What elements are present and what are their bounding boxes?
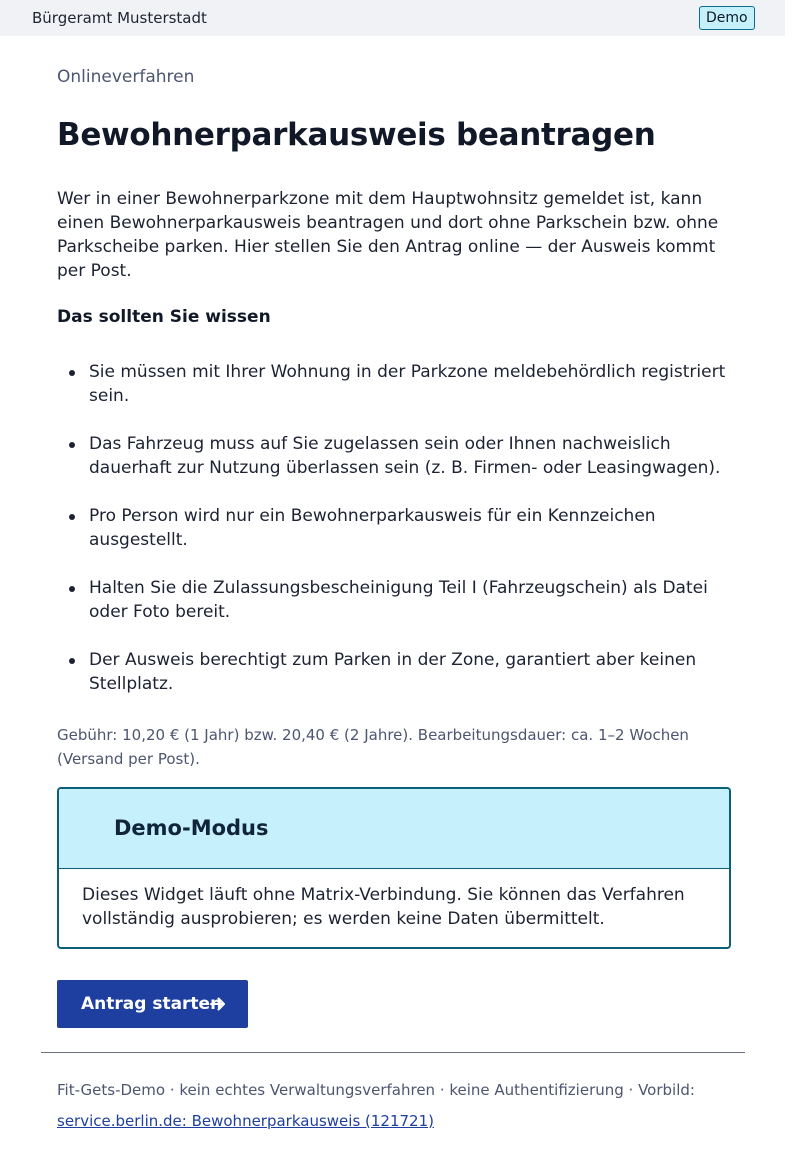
site-name: Bürgeramt Musterstadt	[32, 9, 207, 27]
intro-text: Wer in einer Bewohnerparkzone mit dem Hauptwohnsitz gemeldet ist, kann einen Bewohnerparkausweis beantragen und dort ohne Parkschein bzw. ohne Parkscheibe parken. Hier stellen Sie den Antrag online — der Ausweis kommt per Post.	[57, 189, 719, 281]
top-bar	[0, 0, 785, 36]
list-item	[89, 432, 729, 480]
start-button-label: Antrag starten	[81, 994, 223, 1014]
arrow-right-icon	[209, 995, 227, 1013]
demo-notice-text: Dieses Widget läuft ohne Matrix-Verbindung. Sie können das Verfahren vollständig ausprobieren; es werden keine Daten übermittelt.	[82, 885, 685, 929]
list-item	[89, 648, 729, 696]
list-item-text: Sie müssen mit Ihrer Wohnung in der Parkzone meldebehördlich registriert sein.	[89, 362, 726, 406]
footer	[57, 1075, 737, 1137]
list-item	[89, 576, 729, 624]
list-item-text: Halten Sie die Zulassungsbescheinigung Teil I (Fahrzeugschein) als Datei oder Foto bereit.	[89, 578, 708, 622]
list-item	[89, 504, 729, 552]
bullet-icon	[69, 370, 75, 376]
footer-text: Fit-Gets-Demo · kein echtes Verwaltungsverfahren · keine Authentifizierung · Vorbild:	[57, 1081, 695, 1099]
list-item-text: Pro Person wird nur ein Bewohnerparkausweis für ein Kennzeichen ausgestellt.	[89, 506, 656, 550]
section-heading: Das sollten Sie wissen	[57, 307, 271, 327]
demo-badge: Demo	[699, 6, 755, 30]
list-item-text: Das Fahrzeug muss auf Sie zugelassen sein oder Ihnen nachweislich dauerhaft zur Nutzung überlassen sein (z. B. Firmen- oder Leasingwagen).	[89, 434, 721, 478]
fee-note: Gebühr: 10,20 € (1 Jahr) bzw. 20,40 € (2 Jahre). Bearbeitungsdauer: ca. 1–2 Wochen (Versand per Post).	[57, 726, 689, 768]
bullet-icon	[69, 586, 75, 592]
demo-notice-title: Demo-Modus	[114, 816, 269, 840]
start-application-button[interactable]	[57, 980, 248, 1028]
bullet-icon	[69, 442, 75, 448]
bullet-icon	[69, 514, 75, 520]
facts-list	[89, 360, 729, 720]
footer-divider	[41, 1052, 745, 1053]
bullet-icon	[69, 658, 75, 664]
list-item-text: Der Ausweis berechtigt zum Parken in der Zone, garantiert aber keinen Stellplatz.	[89, 650, 697, 694]
reference-link[interactable]: service.berlin.de: Bewohnerparkausweis (121721)	[57, 1112, 434, 1130]
list-item	[89, 360, 729, 408]
page-title: Bewohnerparkausweis beantragen	[57, 117, 656, 153]
breadcrumb: Onlineverfahren	[57, 67, 195, 87]
demo-mode-notice	[57, 787, 731, 949]
demo-notice-header	[59, 789, 729, 869]
